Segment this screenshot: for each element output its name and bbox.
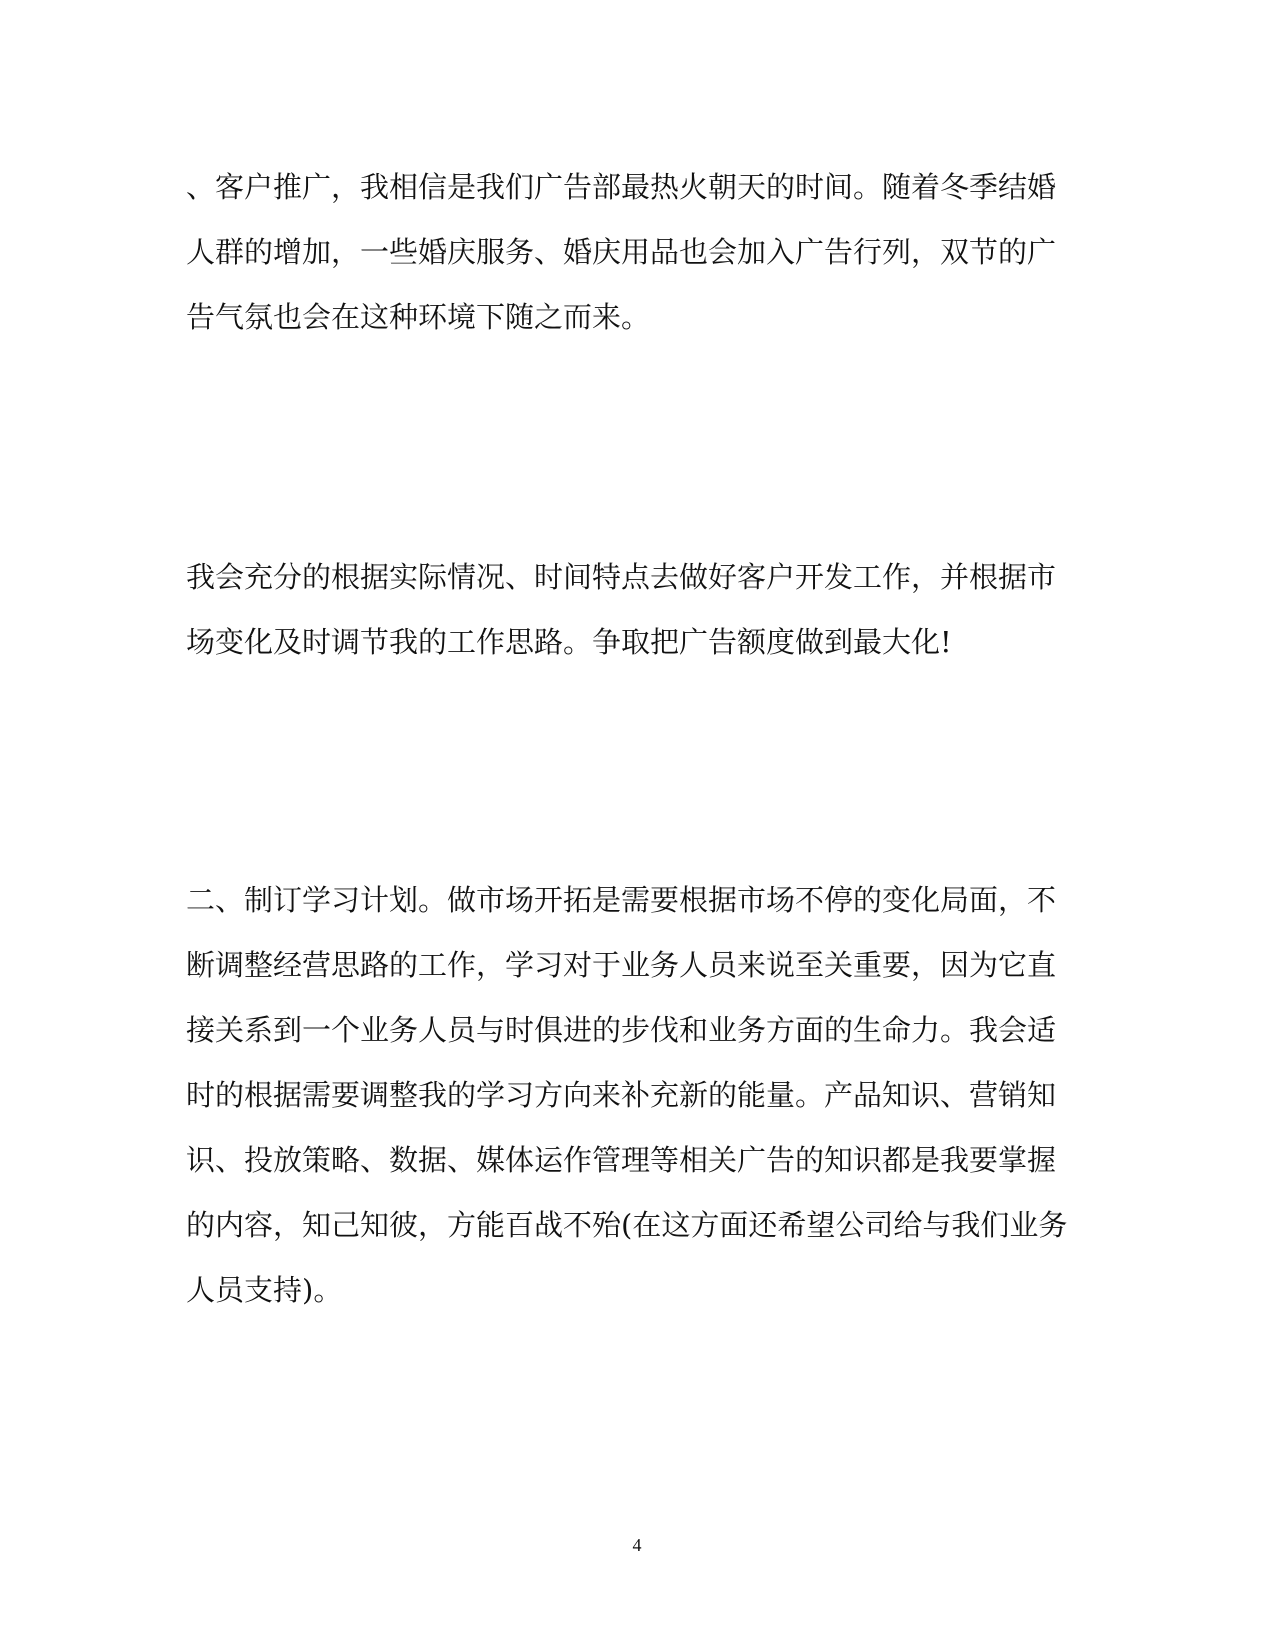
text-line: 人员支持)。 <box>186 1273 343 1307</box>
text-line: 的内容，知己知彼，方能百战不殆(在这方面还希望公司给与我们业务 <box>186 1208 1068 1242</box>
text-line: 人群的增加，一些婚庆服务、婚庆用品也会加入广告行列，双节的广 <box>186 235 1057 269</box>
text-line: 时的根据需要调整我的学习方向来补充新的能量。产品知识、营销知 <box>186 1078 1057 1112</box>
text-line: 告气氛也会在这种环境下随之而来。 <box>186 300 651 334</box>
text-line: 识、投放策略、数据、媒体运作管理等相关广告的知识都是我要掌握 <box>186 1143 1057 1177</box>
text-line: 场变化及时调节我的工作思路。争取把广告额度做到最大化! <box>186 625 952 659</box>
text-line: 接关系到一个业务人员与时俱进的步伐和业务方面的生命力。我会适 <box>186 1013 1057 1047</box>
paragraph-study-plan <box>186 868 1086 1323</box>
page-number: 4 <box>632 1535 642 1555</box>
text-line: 、客户推广，我相信是我们广告部最热火朝天的时间。随着冬季结婚 <box>186 170 1057 204</box>
paragraph-client-development <box>186 545 1086 675</box>
paragraph-customer-promotion <box>186 155 1086 350</box>
text-line: 我会充分的根据实际情况、时间特点去做好客户开发工作，并根据市 <box>186 560 1057 594</box>
text-line: 二、制订学习计划。做市场开拓是需要根据市场不停的变化局面，不 <box>186 883 1057 917</box>
text-line: 断调整经营思路的工作，学习对于业务人员来说至关重要，因为它直 <box>186 948 1057 982</box>
